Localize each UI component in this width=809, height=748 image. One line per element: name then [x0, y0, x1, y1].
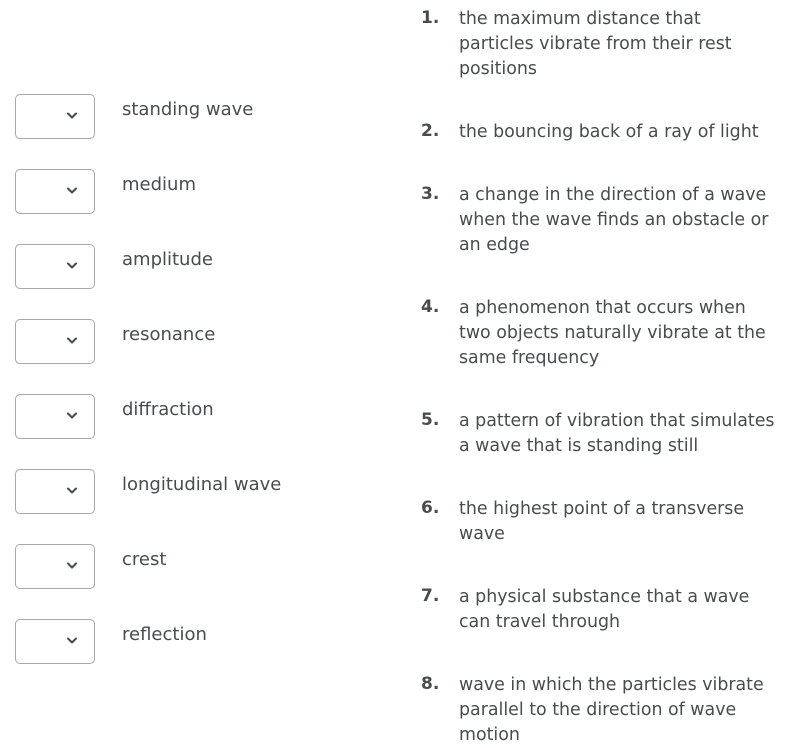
definition-text: the highest point of a transverse wave: [459, 499, 745, 544]
chevron-down-icon: [67, 187, 77, 195]
answer-select[interactable]: [15, 394, 95, 439]
definition-text: the bouncing back of a ray of light: [459, 122, 759, 142]
chevron-down-icon: [67, 262, 77, 270]
answer-select[interactable]: [15, 94, 95, 139]
definition-number: 3.: [421, 184, 440, 204]
term-row: [15, 169, 395, 217]
answer-select[interactable]: [15, 244, 95, 289]
definition-text: wave in which the particles vibrate parallel to the direction of wave motion: [459, 675, 764, 745]
term-row: [15, 319, 395, 367]
answer-select[interactable]: [15, 169, 95, 214]
chevron-down-icon: [67, 337, 77, 345]
matching-terms-column: [0, 0, 400, 741]
term-label: medium: [122, 174, 196, 195]
answer-select[interactable]: [15, 469, 95, 514]
term-row: [15, 544, 395, 592]
answer-select[interactable]: [15, 319, 95, 364]
definition-number: 6.: [421, 498, 440, 518]
chevron-down-icon: [67, 637, 77, 645]
term-label: diffraction: [122, 399, 214, 420]
term-row: [15, 469, 395, 517]
chevron-down-icon: [67, 412, 77, 420]
term-row: [15, 619, 395, 667]
term-row: [15, 94, 395, 142]
term-label: longitudinal wave: [122, 474, 282, 495]
answer-select[interactable]: [15, 544, 95, 589]
definition-text: the maximum distance that particles vibrate from their rest positions: [459, 9, 732, 79]
definition-text: a phenomenon that occurs when two objects naturally vibrate at the same frequency: [459, 298, 766, 368]
definition-number: 4.: [421, 297, 440, 317]
term-row: [15, 244, 395, 292]
definition-number: 2.: [421, 121, 440, 141]
term-label: resonance: [122, 324, 216, 345]
definition-number: 8.: [421, 674, 440, 694]
term-label: amplitude: [122, 249, 213, 270]
definition-number: 7.: [421, 586, 440, 606]
term-label: reflection: [122, 624, 207, 645]
definition-number: 1.: [421, 8, 440, 28]
definition-text: a physical substance that a wave can travel through: [459, 587, 750, 632]
term-label: crest: [122, 549, 167, 570]
chevron-down-icon: [67, 112, 77, 120]
chevron-down-icon: [67, 562, 77, 570]
definition-number: 5.: [421, 410, 440, 430]
definition-text: a change in the direction of a wave when the wave finds an obstacle or an edge: [459, 185, 769, 255]
definition-text: a pattern of vibration that simulates a wave that is standing still: [459, 411, 775, 456]
term-label: standing wave: [122, 99, 254, 120]
answer-select[interactable]: [15, 619, 95, 664]
term-row: [15, 394, 395, 442]
chevron-down-icon: [67, 487, 77, 495]
